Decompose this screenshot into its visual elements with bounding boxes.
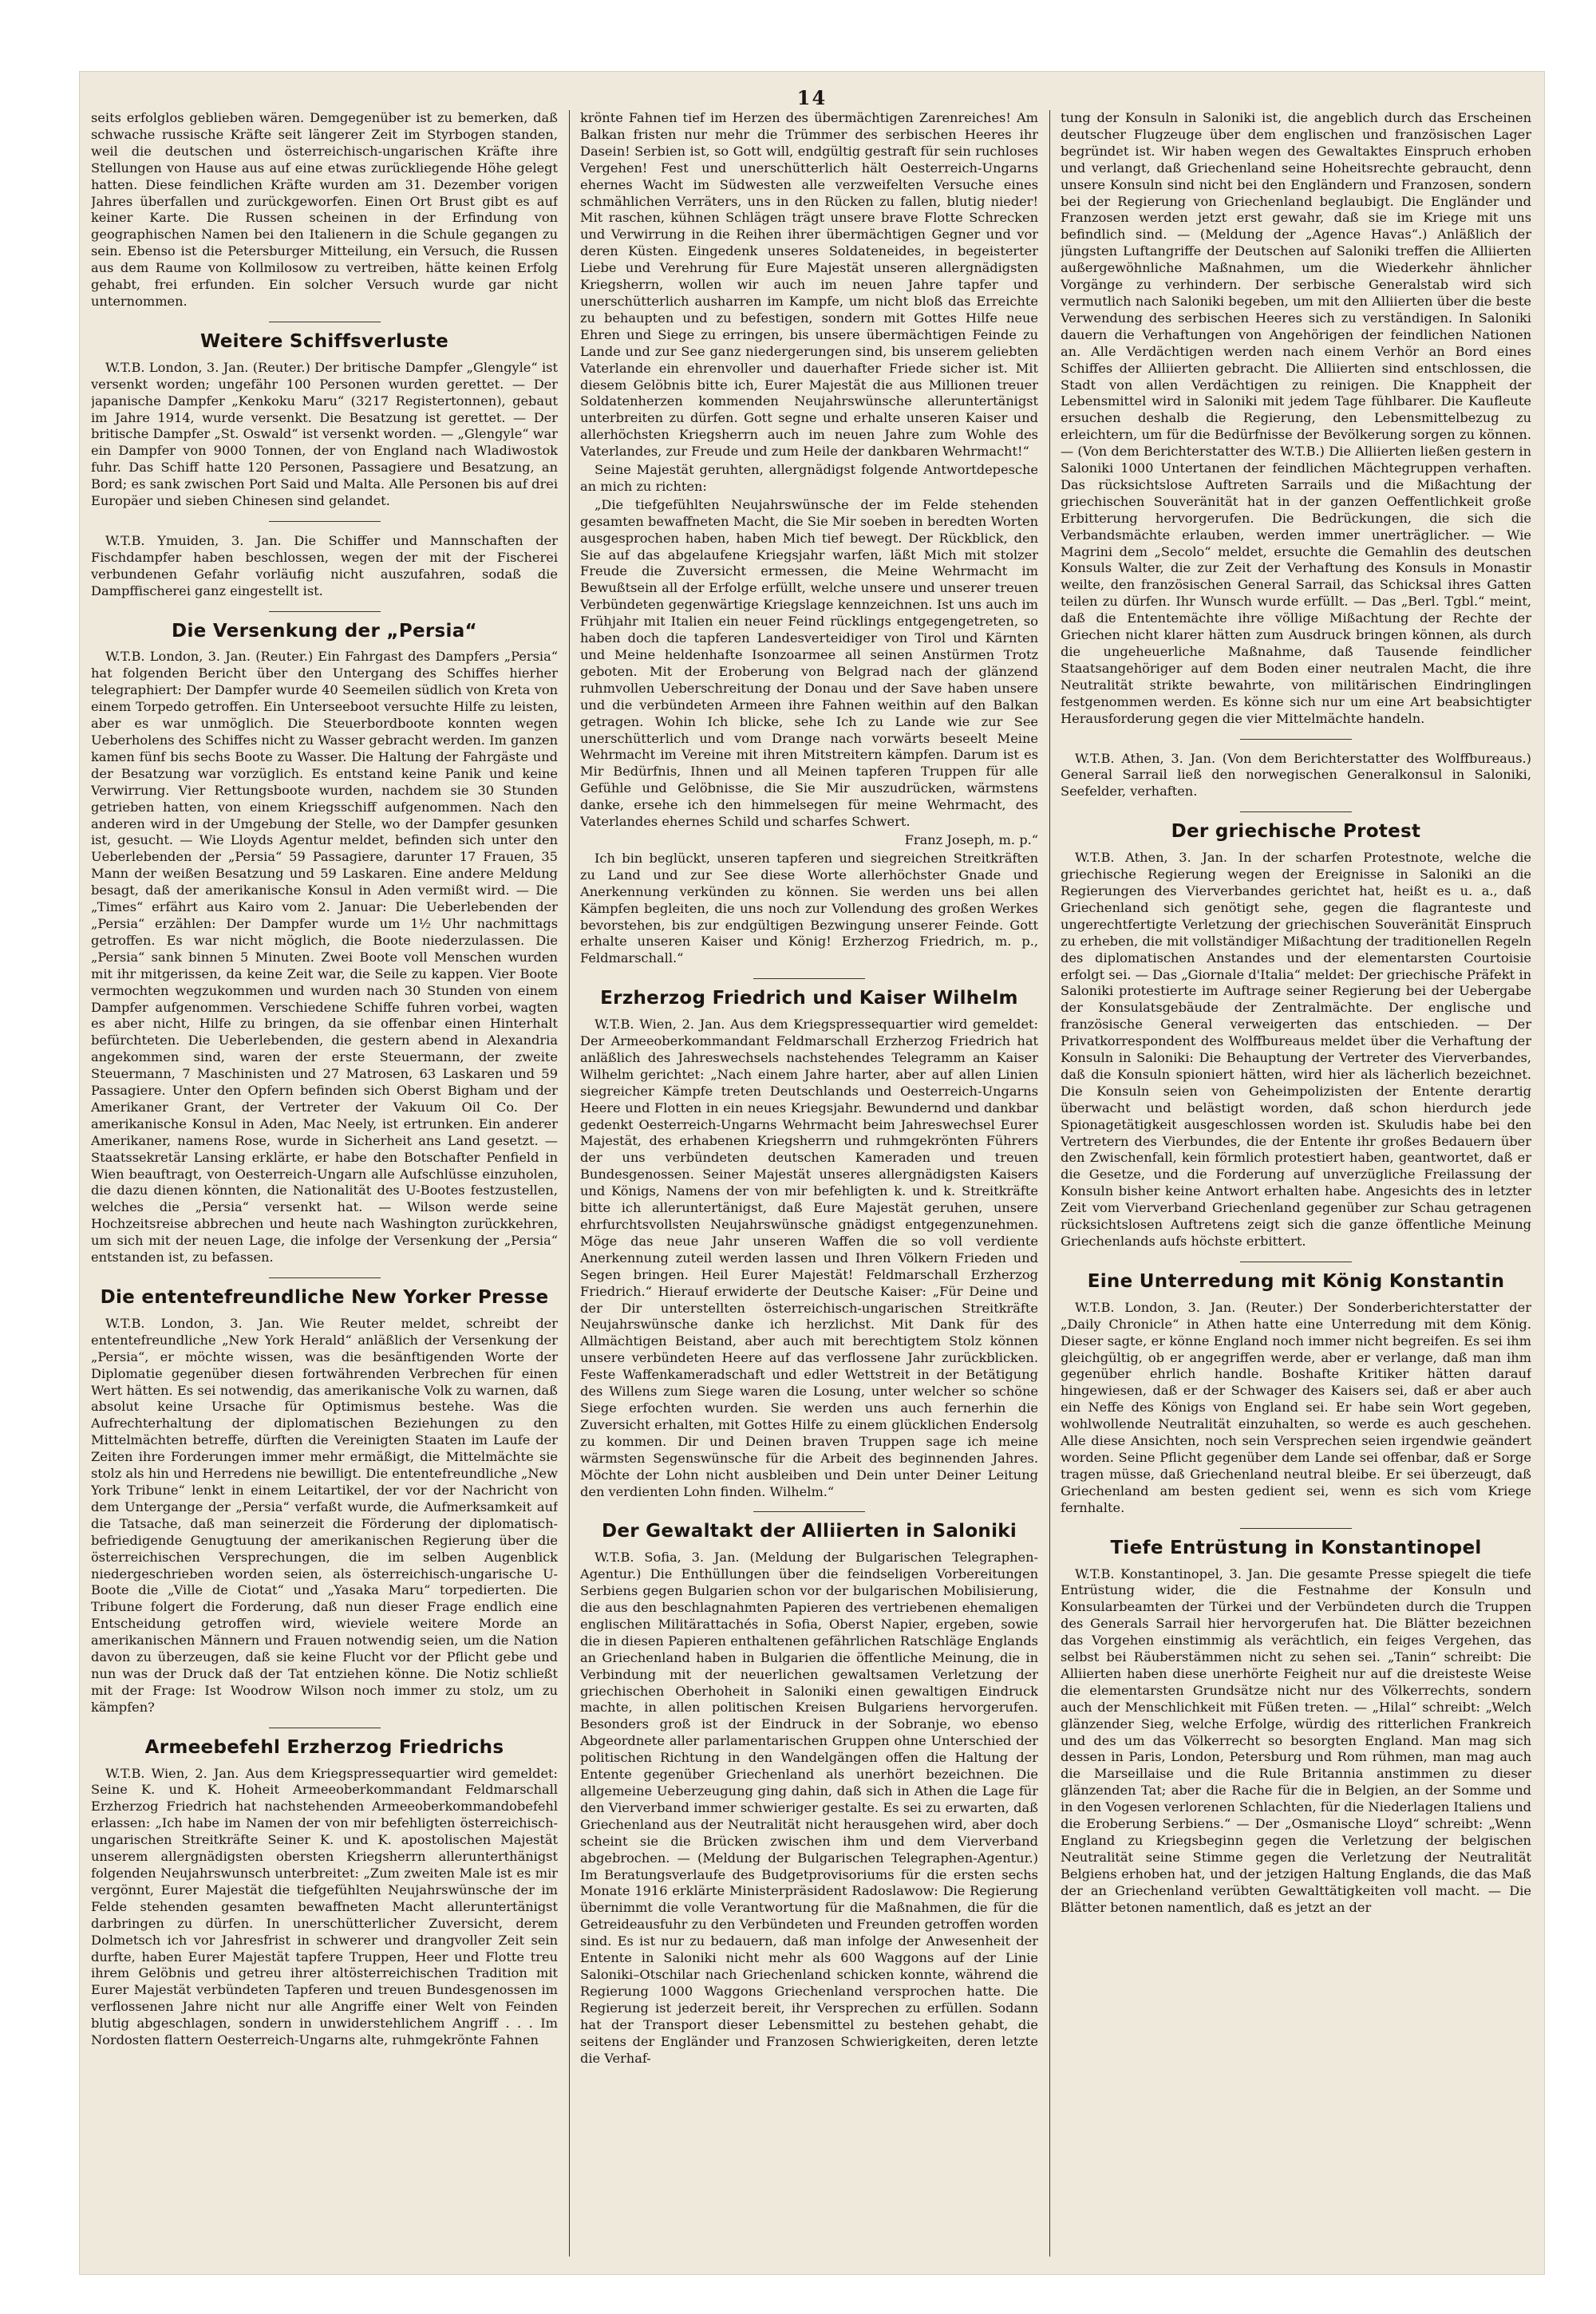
article-paragraph: W.T.B. Ymuiden, 3. Jan. Die Schiffer und Mannschaften der Fischdampfer haben beschlossen, wegen der mit der Fischerei verbundenen Gefahr vorläufig nicht auszufahren, sodaß die Dampffischerei ganz eingestellt ist. (91, 532, 558, 598)
article-continuation: seits erfolglos geblieben wären. Demgegenüber ist zu bemerken, daß schwache russische Kräfte seit längerer Zeit im Styrbogen standen, weil die deutschen und österreichisch-ungarischen Kräfte ihre Stellungen von Hause aus auf eine etwas zurückliegende Höhe gelegt hatten. Diese feindlichen Kräfte wurden am 31. Dezember vorigen Jahres überfallen und zurückgeworfen. Einen Ort Brust gibt es auf keiner Karte. Die Russen scheinen in der Erfindung von geographischen Namen bei den Italienern in die Schule gegangen zu sein. Ebenso ist die Petersburger Mitteilung, ein Versuch, die Russen aus dem Raume von Kollmilosow zu vertreiben, hätte keinen Erfolg gehabt, frei erfunden. Ein solcher Versuch wurde gar nicht unternommen. (91, 110, 558, 309)
column-1 (91, 110, 558, 2265)
newspaper-page (80, 72, 1544, 2274)
article-paragraph: W.T.B. Konstantinopel, 3. Jan. Die gesamte Presse spiegelt die tiefe Entrüstung wider, die die Festnahme der Konsuln und Konsularbeamten der Türkei und der Verbündeten durch die Truppen des Generals Sarrail hier hervorgerufen hat. Die Blätter bezeichnen das Vorgehen einstimmig als verächtlich, ein feiges Vergehen, das selbst bei Räuberstämmen nicht zu sehen sei. „Tanin“ schreibt: Die Alliierten haben diese unerhörte Feigheit nur auf die dreisteste Weise die elementarsten Grundsätze nicht nur des Völkerrechts, sondern auch der Menschlichkeit mit Füßen treten. — „Hilal“ schreibt: „Welch glänzender Sieg, welche Erfolge, würdig des ritterlichen Frankreich und des um das Völkerrecht so besorgten England. Man mag sich dessen in Paris, London, Petersburg und Rom rühmen, man mag auch die Marseillaise und die Rule Britannia anstimmen zu dieser glänzenden Tat; aber die Rache für die in Belgien, an der Somme und in den Vogesen verlorenen Schlachten, für die Niederlagen Italiens und die Eroberung Serbiens.“ — Der „Osmanische Lloyd“ schreibt: „Wenn England zu Kriegsbeginn gegen die Verletzung der belgischen Neutralität seine Stimme gegen die Verletzung der Neutralität Belgiens erhoben hat, und der jetzigen Haltung Englands, die das Maß der an Griechenland verübten Gewalttätigkeiten voll macht. — Die Blätter betonen namentlich, daß es jetzt an der (1061, 1566, 1531, 1915)
separator (1240, 739, 1352, 740)
headline-konstantinopel: Tiefe Entrüstung in Konstantinopel (1110, 1537, 1482, 1558)
separator (1240, 811, 1352, 812)
headline-persia: Die Versenkung der „Persia“ (172, 620, 477, 642)
separator (753, 1511, 865, 1512)
article-paragraph: W.T.B. London, 3. Jan. (Reuter.) Ein Fahrgast des Dampfers „Persia“ hat folgenden Bericht über den Untergang des Schiffes hierher telegraphiert: Der Dampfer wurde 40 Seemeilen südlich von Kreta von einem Torpedo getroffen. Ein Unterseeboot versuchte Hilfe zu leisten, aber es war unmöglich. Die Steuerbordboote konnten wegen Ueberholens des Schiffes nicht zu Wasser gebracht werden. Im ganzen kamen fünf bis sechs Boote zu Wasser. Die Haltung der Fahrgäste und der Besatzung war vorzüglich. Es entstand keine Panik und keine Verwirrung. Vier Rettungsboote wurden, nachdem sie 30 Stunden getrieben hatten, von einem Kriegsschiff aufgenommen. Nach den anderen wird in der Umgebung der Stelle, wo der Dampfer gesunken ist, gesucht. — Wie Lloyds Agentur meldet, befinden sich unter den Ueberlebenden der „Persia“ 59 Passagiere, darunter 17 Frauen, 35 Mann der weißen Besatzung und 59 Laskaren. Eine andere Meldung besagt, daß der amerikanische Konsul in Aden vermißt wird. — Die „Times“ erfährt aus Kairo vom 2. Januar: Die Ueberlebenden der „Persia“ erzählen: Der Dampfer wurde um 1½ Uhr nachmittags getroffen. Es war nicht möglich, die Boote niederzulassen. Die „Persia“ sank binnen 5 Minuten. Zwei Boote voll Menschen wurden mit ihr mitgerissen, da keine Zeit war, die Seile zu kappen. Vier Boote vermochten wegzukommen und wurden nach 30 Stunden von einem Dampfer aufgenommen. Verschiedene Schiffe fuhren vorbei, wagten es aber nicht, Hilfe zu bringen, da sie offenbar einen Hinterhalt befürchteten. Die Ueberlebenden, die gestern abend in Alexandria angekommen sind, waren der erste Steuermann, der zweite Steuermann, 7 Maschinisten und 27 Matrosen, 63 Laskaren und 59 Passagiere. Unter den Opfern befinden sich Oberst Bigham und der Amerikaner Grant, der Vertreter der Vakuum Oil Co. Der amerikanische Konsul in Aden, Mac Neely, ist ertrunken. Ein anderer Amerikaner, namens Rose, wurde in Sicherheit ans Land gesetzt. — Staatssekretär Lansing erklärte, er habe den Botschafter Penfield in Wien beauftragt, von Oesterreich-Ungarn alle Aufschlüsse einzuholen, die dazu dienen könnten, die Nationalität des U-Bootes festzustellen, welches die „Persia“ versenkt hat. — Wilson werde seine Hochzeitsreise abbrechen und heute nach Washington zurückkehren, um sich mit der neuen Lage, die infolge der Versenkung der „Persia“ entstanden ist, zu befassen. (91, 649, 558, 1266)
article-paragraph: W.T.B. Wien, 2. Jan. Aus dem Kriegspressequartier wird gemeldet: Der Armeeoberkommandant Feldmarschall Erzherzog Friedrich hat anläßlich des Jahreswechsels nachstehendes Telegramm an Kaiser Wilhelm gerichtet: „Nach einem Jahre harter, aber auf allen Linien siegreicher Kämpfe treten Deutschlands und Oesterreich-Ungarns Heere und Flotten in ein neues Kriegsjahr. Bewundernd und dankbar gedenkt Oesterreich-Ungarns Wehrmacht beim Jahreswechsel Eurer Majestät, des erhabenen Kriegsherrn und ruhmgekrönten Führers der uns verbündeten deutschen Kameraden und treuen Bundesgenossen. Seiner Majestät unseres allergnädigsten Kaisers und Königs, Namens der von mir befehligten k. und k. Streitkräfte bitte ich alleruntertänigst, daß Eure Majestät geruhen, unsere ehrfurchtsvollsten Neujahrswünsche gnädigst entgegenzunehmen. Möge das neue Jahr unseren Waffen die so voll verdiente Anerkennung zuteil werden lassen und Ihren Völkern Frieden und Segen bringen. Heil Eurer Majestät! Feldmarschall Erzherzog Friedrich.“ Hierauf erwiderte der Deutsche Kaiser: „Für Deine und der Dir unterstellten österreichisch-ungarischen Streitkräfte Neujahrswünsche danke ich herzlichst. Mit Dank für des Allmächtigen Beistand, aber auch mit berechtigtem Stolz können unsere verbündeten Heere auf das verflossene Jahr zurückblicken. Feste Waffenkameradschaft und edler Wettstreit in der Betätigung des Willens zum Siege waren die Losung, unter welcher so schöne Siege erfochten wurden. Sie werden uns auch fernerhin die Zuversicht erhalten, mit Gottes Hilfe zu einem glücklichen Endersolg zu kommen. Dir und Deinen braven Truppen sage ich meine wärmsten Segenswünsche für die Arbeit des beginnenden Jahres. Möchte der Lohn nicht ausbleiben und Dein unter Deiner Leitung den verdienten Lohn finden. Wilhelm.“ (580, 1017, 1038, 1499)
article-paragraph: Ich bin beglückt, unseren tapferen und siegreichen Streitkräften zu Land und zur See diese Worte allerhöchster Gnade und Anerkennung verkünden zu können. Sie werden uns bei allen Kämpfen begleiten, die uns noch zur Vollendung des großen Werkes bevorstehen, bis zur endgültigen Bezwingung unserer Feinde. Gott erhalte unseren Kaiser und König! Erzherzog Friedrich, m. p., Feldmarschall.“ (580, 850, 1038, 966)
article-continuation: krönte Fahnen tief im Herzen des übermächtigen Zarenreiches! Am Balkan fristen nur mehr die Trümmer des serbischen Heeres ihr Dasein! Serbien ist, so Gott will, endgültig gestraft für sein ruchloses Vergehen! Fest und unerschütterlich hält Oesterreich-Ungarns ehernes Wacht im Südwesten alle verzweifelten Versuche eines schmählichen Verräters, uns in den Rücken zu fallen, blutig nieder! Mit raschen, kühnen Schlägen trägt unsere brave Flotte Schrecken und Verwirrung in die Reihen ihrer übermächtigen Gegner und vor deren Küsten. Eingedenk unseres Soldateneides, in begeisterter Liebe und Verehrung für Eure Majestät unseren allergnädigsten Kriegsherrn, wollen wir auch im neuen Jahre tapfer und unerschütterlich ausharren im Kampfe, um nicht bloß das Erreichte zu behaupten und zu befestigen, sondern mit Gottes Hilfe neue Ehren und Siege zu erringen, bis unsere übermächtigen Feinde zu Lande und zur See ganz niedergerungen sind, bis unserem geliebten Vaterlande ein ehrenvoller und dauerhafter Friede sicher ist. Mit diesem Gelöbnis bitte ich, Eurer Majestät die aus Millionen treuer Soldatenherzen kommenden Neujahrswünsche alleruntertänigst unterbreiten zu dürfen. Gott segne und erhalte unseren Kaiser und allerhöchsten Kriegsherrn auch im neuen Jahre zum Wohle des Vaterlandes, zur Freude und zum Heile der dankbaren Wehrmacht!“ (580, 110, 1038, 460)
page-number: 14 (796, 86, 828, 109)
article-paragraph: „Die tiefgefühlten Neujahrswünsche der im Felde stehenden gesamten bewaffneten Macht, die Sie Mir soeben in beredten Worten ausgesprochen haben, haben Mich tief bewegt. Der Rückblick, den Sie auf das abgelaufene Kriegsjahr warfen, läßt Mich mit stolzer Freude die Zuversicht ermessen, die Meine Wehrmacht im Bewußtsein all der Erfolge erfüllt, welche unsere und unserer treuen Verbündeten gegenwärtige Kriegslage kennzeichnen. Ist uns auch im Frühjahr mit Italien ein neuer Feind rücklings entgegengetreten, so haben doch die tapferen Landesverteidiger von Tirol und Kärnten und Meine heldenhafte Isonzoarmee all seinen Anstürmen Trotz geboten. Mit der Eroberung von Belgrad nach der glänzend ruhmvollen Ueberschreitung der Donau und der Save haben unsere und die verbündeten Armeen ihre Fahnen weithin auf den Balkan getragen. Wohin Ich blicke, sehe Ich zu Lande wie zur See unerschütterlich und vom Drange nach vorwärts beseelt Meine Wehrmacht im Vereine mit ihren Mitstreitern kämpfen. Darum ist es Mir Bedürfnis, Ihnen und all Meinen tapferen Truppen für alle Gefühle und Gelöbnisse, die Sie Mir auszudrücken, wärmstens danke, ersehe ich den himmelsegen für meine Wehrmacht, des Vaterlandes ehernes Schild und scharfes Schwert. (580, 496, 1038, 830)
article-paragraph: W.T.B. Sofia, 3. Jan. (Meldung der Bulgarischen Telegraphen-Agentur.) Die Enthüllungen über die feindseligen Vorbereitungen Serbiens gegen Bulgarien schon vor der bulgarischen Mobilisierung, die aus den beschlagnahmten Papieren des vertriebenen ehemaligen englischen Militärattachés in Sofia, Oberst Napier, ergeben, sowie die in diesen Papieren enthaltenen gefährlichen Ratschläge Englands an Griechenland haben in Bulgarien die öffentliche Meinung, die in Verbindung mit der neuerlichen gewaltsamen Verletzung der griechischen Oberhoheit in Saloniki einen gewaltigen Eindruck machte, in allen politischen Kreisen Bulgariens hervorgerufen. Besonders groß ist der Eindruck in der Sobranje, wo ebenso Abgeordnete aller parlamentarischen Gruppen ohne Unterschied der politischen Richtung in den Wandelgängen offen die Haltung der Entente gegenüber Griechenland als unerhört bezeichnen. Die allgemeine Ueberzeugung ging dahin, daß sich in Athen die Lage für den Vierverband immer schwieriger gestalte. Es sei zu erwarten, daß Griechenland aus der Neutralität nicht herausgehen wird, aber doch scheint sie die Brücken zwischen ihm und dem Vierverband abgebrochen. — (Meldung der Bulgarischen Telegraphen-Agentur.) Im Beratungsverlaufe des Budgetprovisoriums für die ersten sechs Monate 1916 erklärte Ministerpräsident Radoslawow: Die Regierung übernimmt die volle Verantwortung für die Maßnahmen, die für die Getreideausfuhr zu den Verbündeten und Freunden getroffen worden sind. Es ist nur zu bedauern, daß man infolge der Anwesenheit der Entente in Saloniki nicht mehr als 600 Waggons auf der Linie Saloniki–Otschilar nach Griechenland schicken konnte, während die Regierung 1000 Waggons Griechenland versprochen hatte. Die Regierung ist jederzeit bereit, ihr Versprechen zu erfüllen. Sodann hat der Transport dieser Lebensmittel zu bestehen gehabt, die seitens der Engländer und Franzosen Schwierigkeiten, deren letzte die Verhaf- (580, 1550, 1038, 2066)
column-divider (569, 110, 570, 2257)
article-paragraph: W.T.B. London, 3. Jan. Wie Reuter meldet, schreibt der ententefreundliche „New York Herald“ anläßlich der Versenkung der „Persia“, er möchte wissen, was die besänftigenden Worte der Diplomatie gegenüber diesen fortwährenden Verbrechen für einen Wert hätten. Es sei notwendig, das amerikanische Volk zu warnen, daß absolut keine Ursache für Optimismus bestehe. Was die Aufrechterhaltung der diplomatischen Beziehungen zu den Mittelmächten betreffe, dürften die Vereinigten Staaten im Laufe der Zeiten ihre Forderungen immer mehr ermäßigt, die Mittelmächte sie stolz als hin und Herredens nie bewilligt. Die ententefreundliche „New York Tribune“ lenkt in einem Leitartikel, der vor der Nachricht von dem Untergange der „Persia“ verfaßt wurde, die Aufmerksamkeit auf die Tatsache, daß man seinerzeit die Förderung der diplomatisch-befriedigende Genugtuung der amerikanischen Regierung über die österreichischen Versprechungen, die im selben Augenblick niedergeschrieben worden seien, als österreichisch-ungarische U-Boote die „Ville de Ciotat“ und „Yasaka Maru“ torpedierten. Die Tribune folgert die Forderung, daß nun dieser Frage endlich eine Entscheidung getroffen wird, wieviele weitere Morde an amerikanischen Männern und Frauen notwendig seien, um die Nation davon zu überzeugen, daß sie keine Flucht vor der Pflicht gebe und nun was der Druck daß der Tat entziehen könne. Die Notiz schließt mit der Frage: Ist Woodrow Wilson noch immer zu stolz, um zu kämpfen? (91, 1315, 558, 1715)
headline-schiffsverluste: Weitere Schiffsverluste (200, 330, 449, 352)
column-2 (580, 110, 1038, 2265)
signature: Franz Joseph, m. p.“ (904, 831, 1038, 847)
separator (753, 978, 865, 979)
article-paragraph: W.T.B. Wien, 2. Jan. Aus dem Kriegspressequartier wird gemeldet: Seine K. und K. Hoheit Armeeoberkommandant Feldmarschall Erzherzog Friedrich hat nachstehenden Armeeoberkommandobefehl erlassen: „Ich habe im Namen der von mir befehligten österreichisch-ungarischen Streitkräfte Seiner K. und K. apostolischen Majestät unserem allergnädigsten obersten Kriegsherrn allerunterthänigst folgenden Neujahrswunsch unterbreitet: „Zum zweiten Male ist es mir vergönnt, Eurer Majestät die tiefgefühlten Neujahrswünsche der im Felde stehenden gesamten bewaffneten Macht alleruntertänigst darbringen zu dürfen. In unerschütterlicher Zuversicht, derem Dolmetsch ich vor Jahresfrist in schwerer und drangvoller Zeit sein durfte, haben Eurer Majestät tapfere Truppen, Heer und Flotte treu ihrem Gelöbnis und getreu ihrer altösterreichischen Tradition mit Eurer Majestät verbündeten Tapferen und treuen Bundesgenossen im verflossenen Jahre nicht nur alle Angriffe einer Welt von Feinden blutig abgeschlagen, sondern in unwiderstehlichem Angriff . . . Im Nordosten flattern Oesterreich-Ungarns alte, ruhmgekrönte Fahnen (91, 1765, 558, 2048)
headline-griechischer-protest: Der griechische Protest (1171, 821, 1421, 843)
headline-new-yorker-presse: Die ententefreundliche New Yorker Presse (100, 1287, 549, 1308)
article-paragraph: W.T.B. Athen, 3. Jan. (Von dem Berichterstatter des Wolffbureaus.) General Sarrail ließ den norwegischen Generalkonsul in Saloniki, Seefelder, verhaften. (1061, 750, 1531, 800)
column-3 (1061, 110, 1531, 2265)
headline-gewaltakt-saloniki: Der Gewaltakt der Alliierten in Saloniki (601, 1521, 1017, 1542)
article-paragraph: W.T.B. London, 3. Jan. (Reuter.) Der britische Dampfer „Glengyle“ ist versenkt worden; ungefähr 100 Personen wurden gerettet. — Der japanische Dampfer „Kenkoku Maru“ (3217 Registertonnen), gebaut im Jahre 1914, wurde versenkt. Die Besatzung ist gerettet. — Der britische Dampfer „St. Oswald“ ist versenkt worden. — „Glengyle“ war ein Dampfer von 9000 Tonnen, der von England nach Wladiwostok fuhr. Das Schiff hatte 120 Personen, Passagiere und Besatzung, an Bord; es sank zwischen Port Said und Malta. Alle Personen bis auf drei Europäer und sieben Chinesen sind gelandet. (91, 359, 558, 509)
article-paragraph: Seine Majestät geruhten, allergnädigst folgende Antwortdepesche an mich zu richten: (580, 462, 1038, 494)
separator (269, 1277, 381, 1278)
article-paragraph: W.T.B. Athen, 3. Jan. In der scharfen Protestnote, welche die griechische Regierung wegen der Ereignisse in Saloniki an die Regierungen des Vierverbandes gerichtet hat, heißt es u. a., daß Griechenland sich genötigt sehe, gegen die flagranteste und ungerechtfertigte Verletzung der griechischen Souveränität Einspruch zu erheben, die mit vollständiger Mißachtung der traditionellen Regeln des diplomatischen Anstandes und der elementarsten Courtoisie erfolgt sei. — Das „Giornale d'Italia“ meldet: Der griechische Präfekt in Saloniki protestierte im Auftrage seiner Regierung bei der Uebergabe der Konsulatsgebäude der Zentralmächte. Der englische und französische General verweigerten das entschieden. — Der Privatkorrespondent des Wolffbureaus meldet über die Verhaftung der Konsuln in Saloniki: Die Behauptung der Vertreter des Vierverbandes, daß die Konsuln spioniert hätten, wird hier als lächerlich bezeichnet. Die Konsuln seien von Geheimpolizisten der Entente derartig überwacht und belästigt worden, daß schon hierdurch jede Spionagetätigkeit ausgeschlossen worden ist. Skuludis habe bei den Vertretern des Vierbundes, die der Entente ihr großes Bedauern über den Zwischenfall, kein förmlich protestiert haben, geantwortet, daß er die Gesetze, und die Forderung auf unverzügliche Freilassung der Konsuln bisher keine Antwort erhalten habe. Angesichts des in letzter Zeit vom Vierverband Griechenland gegenüber zur Schau getragenen rücksichtslosen Auftretens zeigt sich die ganze öffentliche Meinung Griechenlands aufs höchste erbittert. (1061, 850, 1531, 1249)
separator (269, 521, 381, 522)
article-paragraph: W.T.B. London, 3. Jan. (Reuter.) Der Sonderberichterstatter der „Daily Chronicle“ in Athen hatte eine Unterredung mit dem König. Dieser sagte, er könne England noch immer nicht begreifen. Es sei ihm gleichgültig, ob er angegriffen werde, aber er verlange, daß man ihm gegenüber ehrlich handle. Boshafte Kritiker hätten darauf hingewiesen, daß er der Schwager des Kaisers sei, daß er aber auch ein Neffe des Königs von England sei. Er habe sein Wort gegeben, wohlwollende Neutralität einzuhalten, so werde es auch geschehen. Alle diese Ansichten, noch sein Versprechen seien irgendwie geändert worden. Seine Pflicht gegenüber dem Lande sei offenbar, daß er Sorge tragen müsse, daß Griechenland neutral bleibe. Er sei überzeugt, daß Griechenland am besten gedient sei, wenn es sich vom Kriege fernhalte. (1061, 1299, 1531, 1515)
column-divider (1049, 110, 1050, 2257)
headline-kaiser-wilhelm: Erzherzog Friedrich und Kaiser Wilhelm (600, 988, 1018, 1009)
article-continuation: tung der Konsuln in Saloniki ist, die angeblich durch das Erscheinen deutscher Flugzeuge über dem englischen und französischen Lager begründet ist. Wir haben wegen des Gewaltaktes Einspruch erhoben und verlangt, daß Griechenland seine Hoheitsrechte gebraucht, denn unsere Konsuln sind nicht bei den Engländern und Franzosen, sondern bei der Regierung von Griechenland beglaubigt. Die Engländer und Franzosen werden jetzt erst gewahr, daß sie im Kriege mit uns befindlich sind. — (Meldung der „Agence Havas“.) Anläßlich der jüngsten Luftangriffe der Deutschen auf Saloniki treffen die Alliierten außergewöhnliche Maßnahmen, um die Wiederkehr ähnlicher Vorgänge zu verhindern. Der serbische Generalstab wird sich vermutlich nach Saloniki begeben, um mit den Alliierten über die beste Verwendung des serbischen Heeres sich zu verständigen. In Saloniki dauern die Verhaftungen von Angehörigen der feindlichen Nationen an. Alle Verdächtigen werden nach einem Verhör an Bord eines Schiffes der Alliierten gebracht. Die Alliierten sind entschlossen, die Stadt von allen Verdächtigen zu reinigen. Die Knappheit der Lebensmittel wird in Saloniki mit jedem Tage fühlbarer. Die Kaufleute ersuchen deshalb die Regierung, den Lebensmittelbezug zu erleichtern, um für die Bedürfnisse der Bevölkerung sorgen zu können. — (Von dem Berichterstatter des W.T.B.) Die Alliierten ließen gestern in Saloniki 1000 Untertanen der feindlichen Mächtegruppen verhaften. Das rücksichtslose Auftreten Sarrails und die Mißachtung der griechischen Souveränität hat in der ganzen Oeffentlichkeit große Erbitterung hervorgerufen. Die Bedrückungen, die sich die Verbandsmächte erlauben, werden immer unerträglicher. — Wie Magrini dem „Secolo“ meldet, ersuchte die Gemahlin des deutschen Konsuls Walter, die zur Zeit der Verhaftung des Konsuls in Monastir weilte, den französischen General Sarrail, das Schicksal ihres Gatten teilen zu dürfen. Ihr Wunsch wurde erfüllt. — Das „Berl. Tgbl.“ meint, daß die Ententemächte ihre völlige Mißachtung der Rechte der Griechen nicht klarer hätten zum Ausdruck bringen können, als durch die ungeheuerliche Maßnahme, daß Tausende feindlicher Staatsangehöriger auf dem Boden einer neutralen Macht, die ihre Neutralität strikte bewahrte, von militärischen Eindringlingen festgenommen werden. Es könne sich nur um eine Art beabsichtigter Herausforderung gegen die vier Mittelmächte handeln. (1061, 110, 1531, 726)
headline-armeebefehl: Armeebefehl Erzherzog Friedrichs (144, 1736, 504, 1758)
separator (1240, 1528, 1352, 1529)
headline-koenig-konstantin: Eine Unterredung mit König Konstantin (1087, 1270, 1505, 1292)
separator (269, 611, 381, 612)
